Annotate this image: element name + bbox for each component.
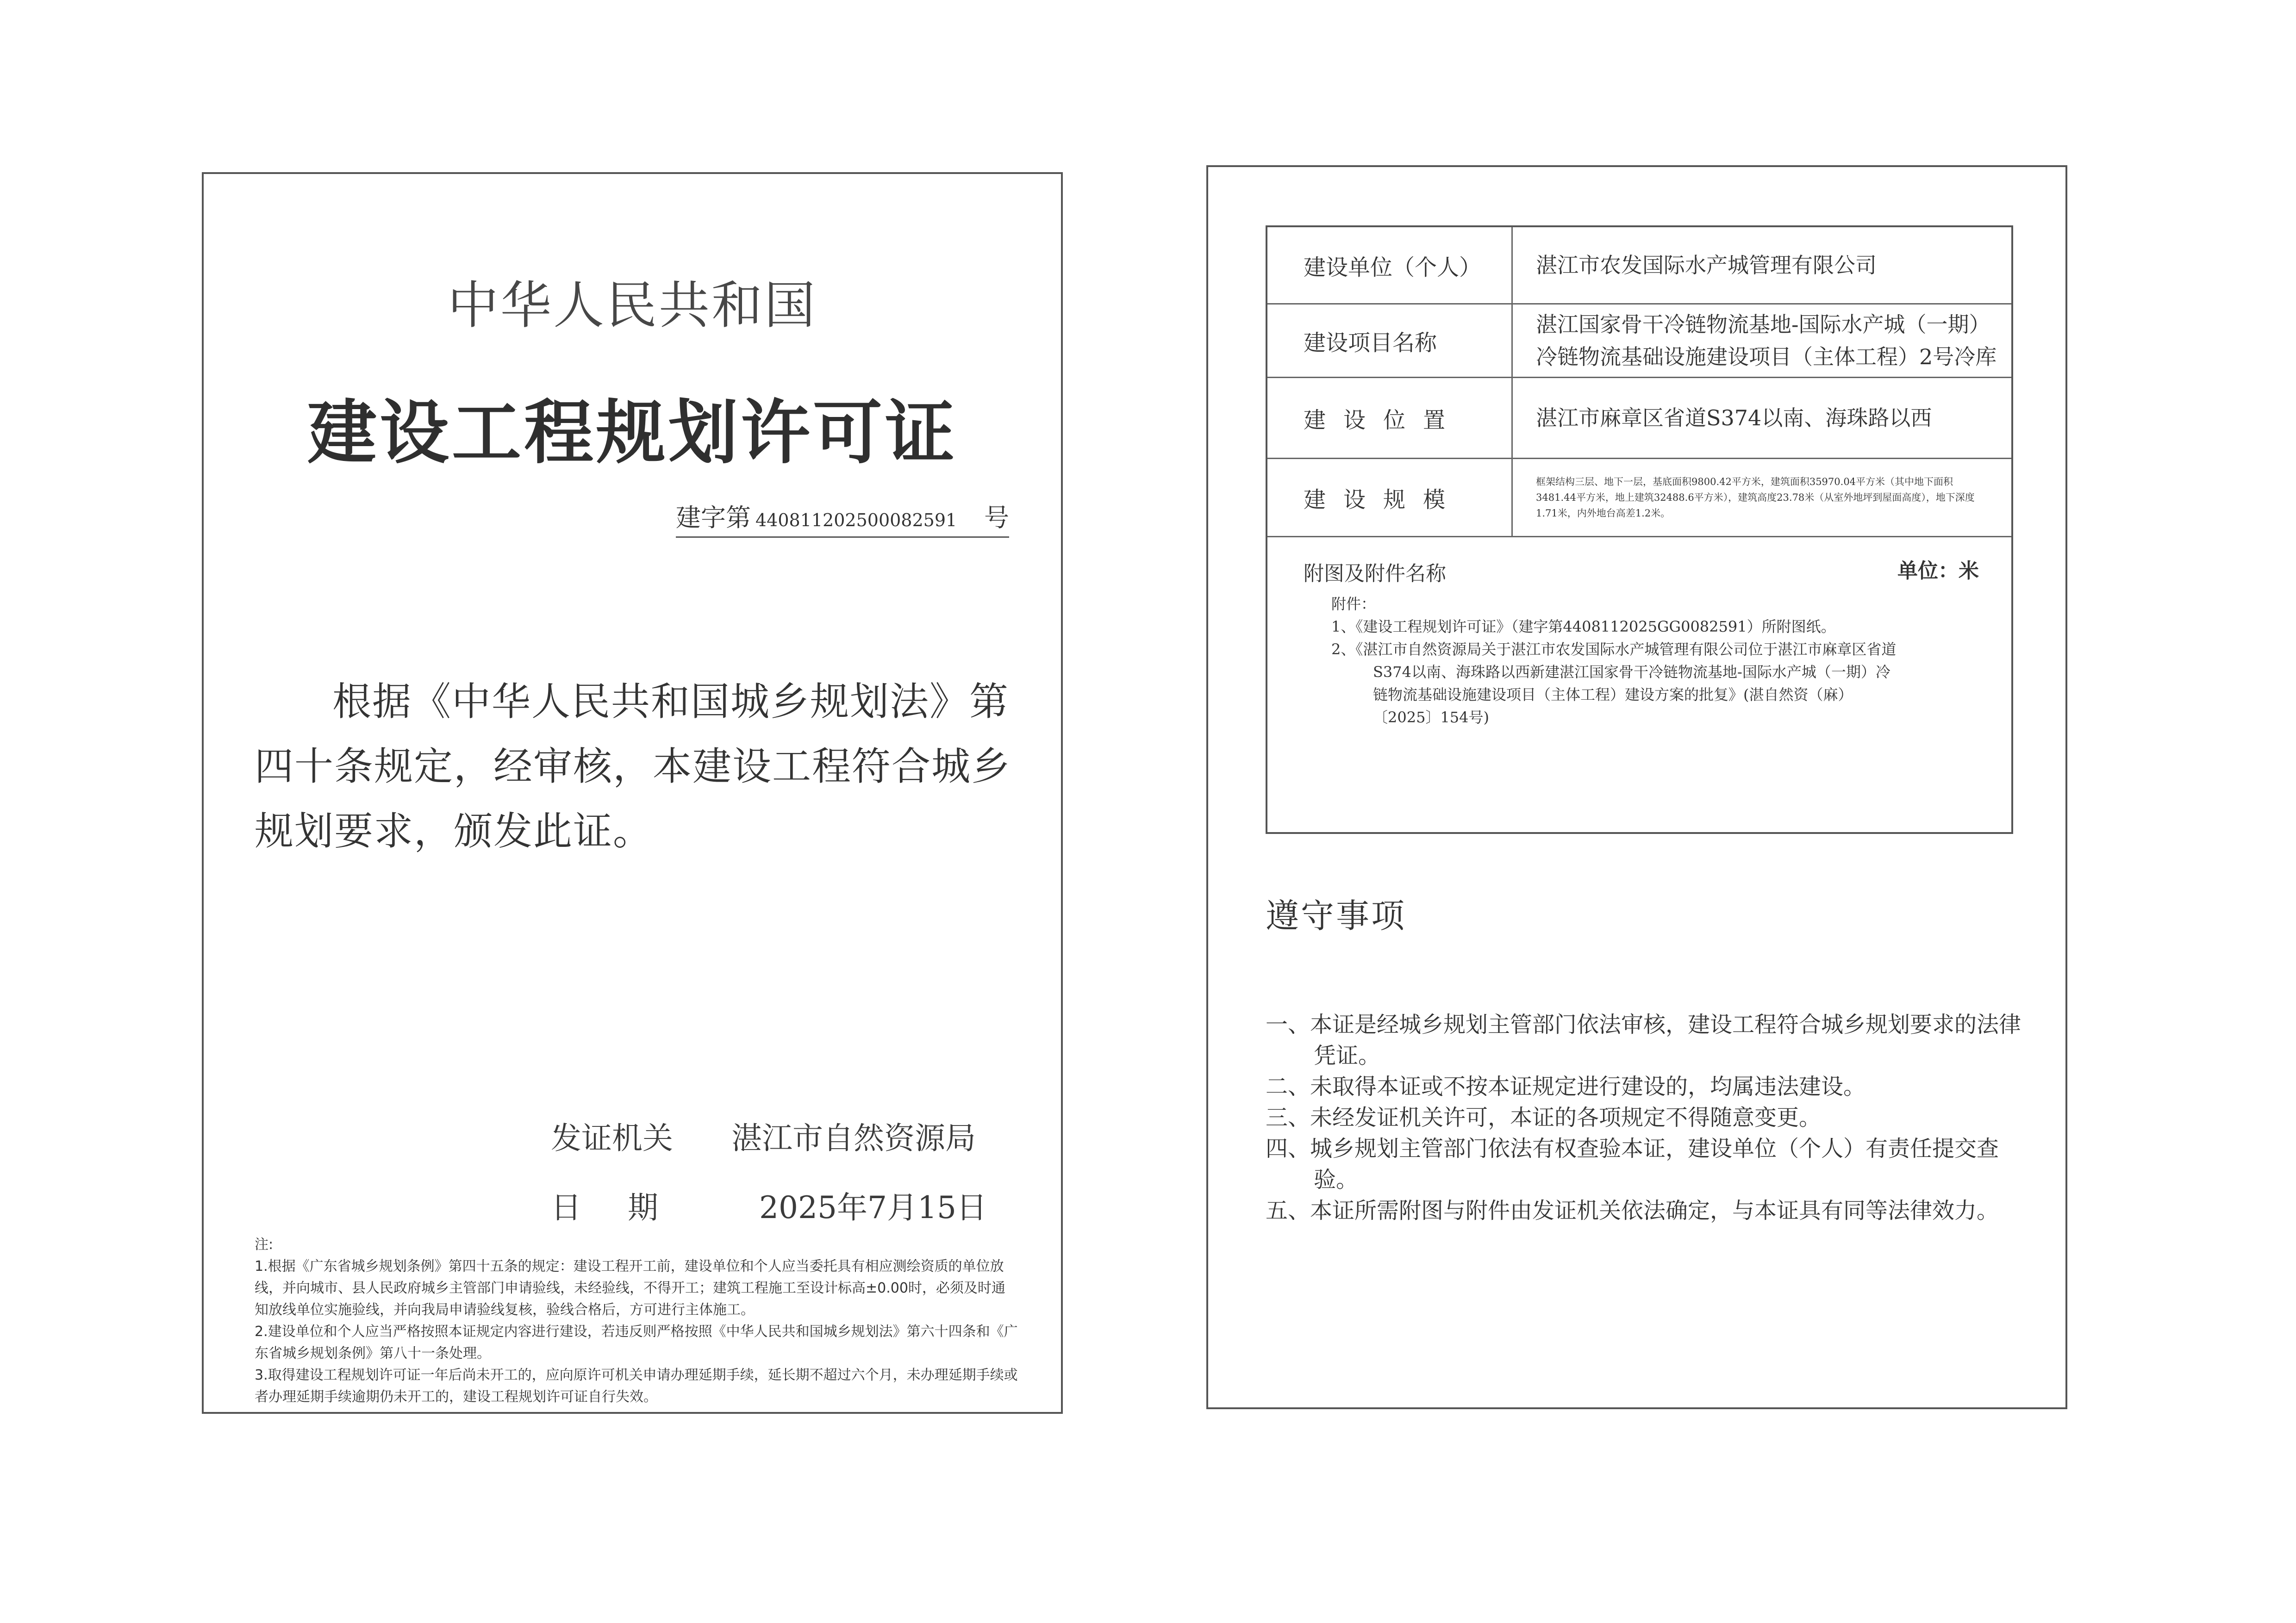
list-item: 一、本证是经城乡规划主管部门依法审核，建设工程符合城乡规划要求的法律凭证。 [1266, 1012, 2021, 1069]
attachments-label: 附图及附件名称 [1304, 562, 1446, 585]
table-row [1267, 227, 2011, 305]
issuance-statement: 根据《中华人民共和国城乡规划法》第四十条规定，经审核，本建设工程符合城乡规划要求，颁发此证。 [255, 679, 1011, 854]
compliance-list [1266, 1009, 2025, 1226]
row-label: 建设项目名称 [1267, 305, 1513, 377]
table-row [1267, 459, 2011, 537]
permit-front-page [202, 172, 1063, 1414]
issuer-value: 湛江市自然资源局 [731, 1120, 976, 1156]
row-value: 湛江市农发国际水产城管理有限公司 [1536, 253, 1877, 278]
row-value: 框架结构三层、地下一层，基底面积9800.42平方米，建筑面积35970.04平方米（其中地下面积3481.44平方米，地上建筑32488.6平方米），建筑高度23.78米（从室外地坪到屋面高度），地下深度1.71米，内外地台高差1.2米。 [1536, 476, 1975, 519]
note-item: 2.建设单位和个人应当严格按照本证规定内容进行建设，若违反则严格按照《中华人民共和国城乡规划法》第六十四条和《广东省城乡规划条例》第八十一条处理。 [255, 1324, 1018, 1362]
row-label: 建设位置 [1267, 378, 1513, 458]
list-item: 五、本证所需附图与附件由发证机关依法确定，与本证具有同等法律效力。 [1266, 1198, 1999, 1224]
row-label: 建设单位（个人） [1267, 227, 1513, 303]
country-heading: 中华人民共和国 [448, 276, 817, 335]
cert-no-prefix: 建字第 [676, 503, 751, 532]
row-value: 湛江市麻章区省道S374以南、海珠路以西 [1536, 405, 1932, 430]
list-item: 四、城乡规划主管部门依法有权查验本证，建设单位（个人）有责任提交查验。 [1266, 1136, 1999, 1193]
note-item: 3.取得建设工程规划许可证一年后尚未开工的，应向原许可机关申请办理延期手续，延长期不超过六个月，未办理延期手续或者办理延期手续逾期仍未开工的，建设工程规划许可证自行失效。 [255, 1367, 1018, 1405]
table-row [1267, 378, 2011, 459]
compliance-title: 遵守事项 [1266, 896, 1407, 935]
cert-no-suffix: 号 [984, 503, 1009, 532]
list-item: 2、《湛江市自然资源局关于湛江市农发国际水产城管理有限公司位于湛江市麻章区省道S374以南、海珠路以西新建湛江国家骨干冷链物流基地-国际水产城（一期）冷链物流基础设施建设项目（主体工程）建设方案的批复》(湛自然资（麻）〔2025〕154号) [1331, 640, 1897, 726]
table-row [1267, 305, 2011, 378]
issuer-label: 发证机关 [551, 1120, 673, 1156]
project-info-table [1266, 225, 2013, 834]
cert-no-value: 440811202500082591 [755, 510, 957, 530]
row-label: 建设规模 [1267, 459, 1513, 536]
attachments-section [1267, 537, 2011, 832]
certificate-title: 建设工程规划许可证 [307, 393, 957, 473]
attachments-list [1331, 593, 1901, 729]
date-label: 日期 [551, 1190, 705, 1225]
attachments-heading: 附件： [1331, 595, 1376, 613]
permit-back-page [1206, 165, 2067, 1409]
list-item: 1、《建设工程规划许可证》（建字第4408112025GG0082591）所附图纸。 [1331, 618, 1836, 635]
unit-label: 单位：米 [1897, 559, 1979, 583]
row-value: 湛江国家骨干冷链物流基地-国际水产城（一期）冷链物流基础设施建设项目（主体工程）2号冷库 [1536, 312, 1997, 369]
note-item: 1.根据《广东省城乡规划条例》第四十五条的规定：建设工程开工前，建设单位和个人应当委托具有相应测绘资质的单位放线，并向城市、县人民政府城乡主管部门申请验线，未经验线，不得开工；建筑工程施工至设计标高±0.00时，必须及时通知放线单位实施验线，并向我局申请验线复核，验线合格后，方可进行主体施工。 [255, 1258, 1005, 1318]
list-item: 三、未经发证机关许可，本证的各项规定不得随意变更。 [1266, 1105, 1822, 1131]
list-item: 二、未取得本证或不按本证规定进行建设的，均属违法建设。 [1266, 1074, 1866, 1100]
certificate-number-line [676, 498, 1009, 538]
notes-section [255, 1234, 1018, 1408]
date-value: 2025年7月15日 [759, 1190, 987, 1225]
notes-heading: 注: [255, 1237, 274, 1253]
